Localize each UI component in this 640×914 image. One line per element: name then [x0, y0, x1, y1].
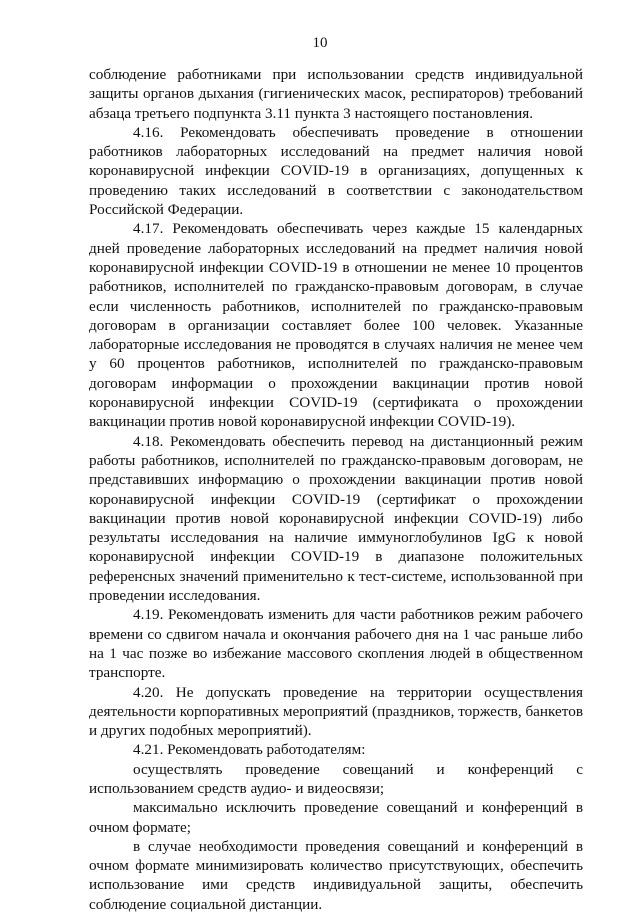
paragraph-4-20: 4.20. Не допускать проведение на территории осуществления деятельности корпоративных мероприятий (праздников, торжеств, банкетов и других подобных мероприятий). [89, 683, 583, 740]
paragraph-continuation: соблюдение работниками при использовании средств индивидуальной защиты органов дыхания (гигиенических масок, респираторов) требований абзаца третьего подпункта 3.11 пункта 3 настоящего постановления. [89, 66, 583, 122]
paragraph-4-16: 4.16. Рекомендовать обеспечивать проведение в отношении работников лабораторных исследований на предмет наличия новой коронавирусной инфекции COVID-19 в организациях, допущенных к проведению таких исследований в соответствии с законодательством Российской Федерации. [89, 123, 583, 219]
paragraph-4-19: 4.19. Рекомендовать изменить для части работников режим рабочего времени со сдвигом начала и окончания рабочего дня на 1 час раньше либо на 1 час позже во избежание массового скопления людей в общественном транспорте. [89, 606, 583, 682]
document-body [89, 65, 583, 914]
paragraph-4-18: 4.18. Рекомендовать обеспечить перевод на дистанционный режим работы работников, исполнителей по гражданско-правовым договорам, не представивших информацию о прохождении вакцинации против новой коронавирусной инфекции COVID-19 (сертификат о прохождении вакцинации против новой коронавирусной инфекции COVID-19) либо результаты исследования на наличие иммуноглобулинов IgG к новой коронавирусной инфекции COVID-19 в диапазоне положительных референсных значений применительно к тест-системе, использованной при проведении исследования. [89, 432, 583, 605]
paragraph-4-21-item-1: осуществлять проведение совещаний и конференций с использованием средств аудио- и видеосвязи; [89, 760, 583, 797]
paragraph-4-17: 4.17. Рекомендовать обеспечивать через каждые 15 календарных дней проведение лабораторных исследований на предмет наличия новой коронавирусной инфекции COVID-19 в отношении не менее 10 процентов работников, исполнителей по гражданско-правовым договорам, в случае если численность работников, исполнителей по гражданско-правовым договорам в организации составляет более 100 человек. Указанные лабораторные исследования не проводятся в случаях наличия не менее чем у 60 процентов работников, исполнителей по гражданско-правовым договорам информации о прохождении вакцинации против новой коронавирусной инфекции COVID-19 (сертификата о прохождении вакцинации против новой коронавирусной инфекции COVID-19). [89, 220, 583, 431]
paragraph-4-21: 4.21. Рекомендовать работодателям: [133, 741, 366, 759]
page-number: 10 [312, 35, 328, 51]
paragraph-4-21-item-3: в случае необходимости проведения совещаний и конференций в очном формате минимизировать количество присутствующих, обеспечить использование ими средств индивидуальной защиты, обеспечить соблюдение социальной дистанции. [89, 837, 583, 913]
paragraph-4-21-item-2: максимально исключить проведение совещаний и конференций в очном формате; [89, 799, 583, 836]
